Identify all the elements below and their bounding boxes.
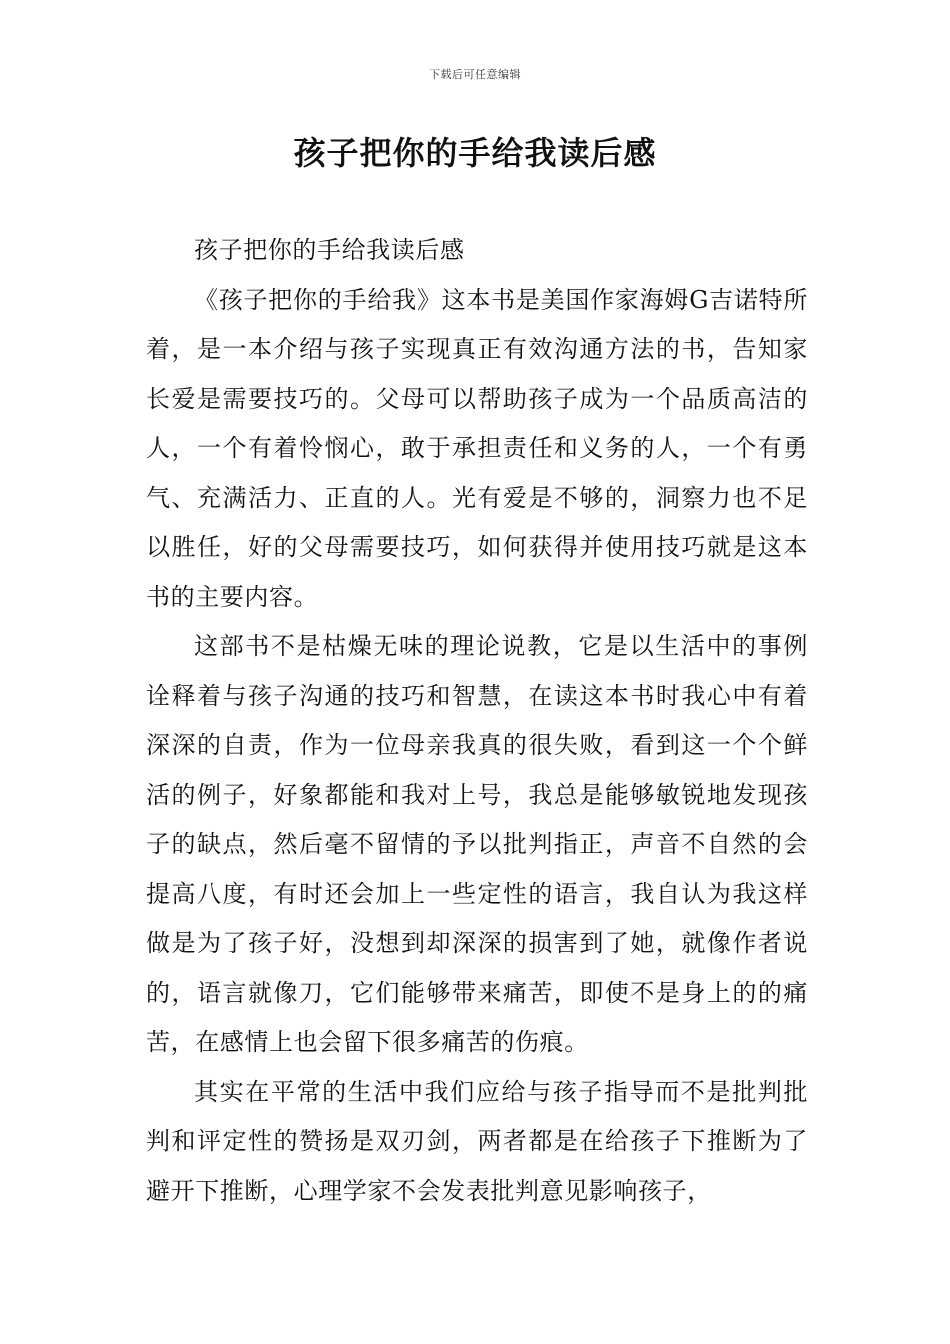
body-paragraph-subtitle: 孩子把你的手给我读后感 — [194, 236, 465, 264]
body-paragraph: 其实在平常的生活中我们应给与孩子指导而不是批判批判和评定性的赞扬是双刃剑，两者都是在给孩子下推断为了避开下推断，心理学家不会发表批判意见影响孩子， — [146, 1077, 808, 1205]
document-body — [146, 226, 808, 1216]
header-note: 下载后可任意编辑 — [429, 68, 521, 81]
body-paragraph: 这部书不是枯燥无味的理论说教，它是以生活中的事例诠释着与孩子沟通的技巧和智慧，在读这本书时我心中有着深深的自责，作为一位母亲我真的很失败，看到这一个个鲜活的例子，好象都能和我对上号，我总是能够敏锐地发现孩子的缺点，然后毫不留情的予以批判指正，声音不自然的会提高八度，有时还会加上一些定性的语言，我自认为我这样做是为了孩子好，没想到却深深的损害到了她，就像作者说的，语言就像刀，它们能够带来痛苦，即使不是身上的的痛苦，在感情上也会留下很多痛苦的伤痕。 — [146, 632, 808, 1056]
body-paragraph: 《孩子把你的手给我》这本书是美国作家海姆G吉诺特所着，是一本介绍与孩子实现真正有效沟通方法的书，告知家长爱是需要技巧的。父母可以帮助孩子成为一个品质高洁的人，一个有着怜悯心，敢于承担责任和义务的人，一个有勇气、充满活力、正直的人。光有爱是不够的，洞察力也不足以胜任，好的父母需要技巧，如何获得并使用技巧就是这本书的主要内容。 — [146, 285, 808, 611]
document-title: 孩子把你的手给我读后感 — [293, 134, 657, 172]
